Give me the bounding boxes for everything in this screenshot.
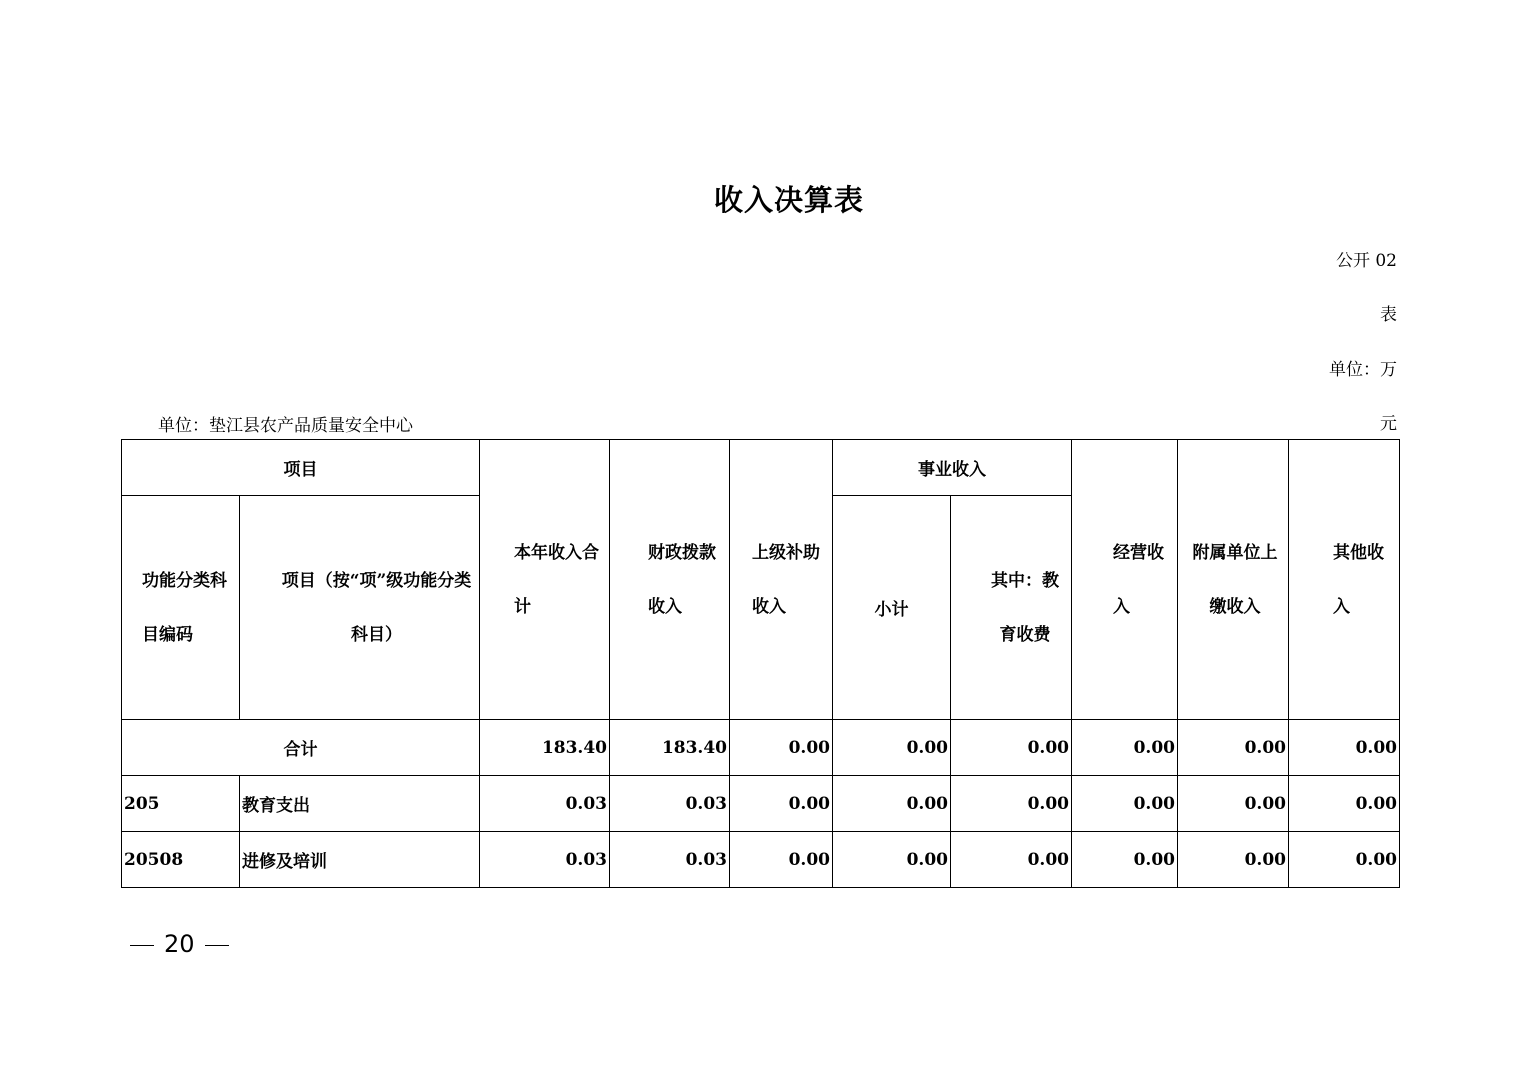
header-business: 事业收入 [833, 440, 1072, 496]
row-code: 20508 [122, 832, 240, 888]
row-cell: 0.00 [1178, 832, 1289, 888]
header-edu-fee: 其中：教育收费 [951, 496, 1072, 720]
row-cell: 0.03 [610, 776, 730, 832]
unit-label: 单位：万 [1329, 360, 1397, 380]
total-cell: 183.40 [480, 720, 610, 776]
page-title: 收入决算表 [713, 183, 864, 217]
row-cell: 0.00 [730, 776, 833, 832]
total-row [122, 720, 1400, 776]
row-code: 205 [122, 776, 240, 832]
header-superior: 上级补助收入 [730, 440, 833, 720]
total-cell: 0.00 [730, 720, 833, 776]
header-operating: 经营收入 [1072, 440, 1178, 720]
row-cell: 0.03 [480, 776, 610, 832]
total-cell: 0.00 [833, 720, 951, 776]
row-cell: 0.03 [480, 832, 610, 888]
row-cell: 0.03 [610, 832, 730, 888]
header-other: 其他收入 [1289, 440, 1400, 720]
row-cell: 0.00 [1072, 776, 1178, 832]
total-label: 合计 [122, 720, 480, 776]
row-cell: 0.00 [951, 832, 1072, 888]
total-cell: 0.00 [1178, 720, 1289, 776]
row-cell: 0.00 [730, 832, 833, 888]
total-cell: 0.00 [1072, 720, 1178, 776]
header-project: 项目 [122, 440, 480, 496]
header-func-name: 项目（按“项”级功能分类科目） [240, 496, 480, 720]
row-name: 教育支出 [240, 776, 480, 832]
row-cell: 0.00 [833, 832, 951, 888]
row-cell: 0.00 [1289, 832, 1400, 888]
page-number-value: 20 [164, 930, 195, 958]
row-cell: 0.00 [1289, 776, 1400, 832]
header-func-code: 功能分类科目编码 [122, 496, 240, 720]
form-number-suffix: 表 [1380, 305, 1397, 325]
header-total: 本年收入合计 [480, 440, 610, 720]
row-cell: 0.00 [1072, 832, 1178, 888]
total-cell: 183.40 [610, 720, 730, 776]
header-fiscal: 财政拨款收入 [610, 440, 730, 720]
form-number: 公开 02 [1335, 251, 1397, 271]
dash-right [205, 945, 229, 946]
income-table [121, 439, 1400, 888]
header-affiliated: 附属单位上缴收入 [1178, 440, 1289, 720]
table-row [122, 776, 1400, 832]
row-cell: 0.00 [1178, 776, 1289, 832]
page-number [130, 930, 239, 958]
table-row [122, 832, 1400, 888]
dash-left [130, 945, 154, 946]
header-subtotal: 小计 [833, 496, 951, 720]
unit-label-suffix: 元 [1380, 414, 1397, 434]
row-cell: 0.00 [951, 776, 1072, 832]
org-label: 单位：垫江县农产品质量安全中心 [158, 416, 413, 436]
total-cell: 0.00 [951, 720, 1072, 776]
row-cell: 0.00 [833, 776, 951, 832]
row-name: 进修及培训 [240, 832, 480, 888]
total-cell: 0.00 [1289, 720, 1400, 776]
